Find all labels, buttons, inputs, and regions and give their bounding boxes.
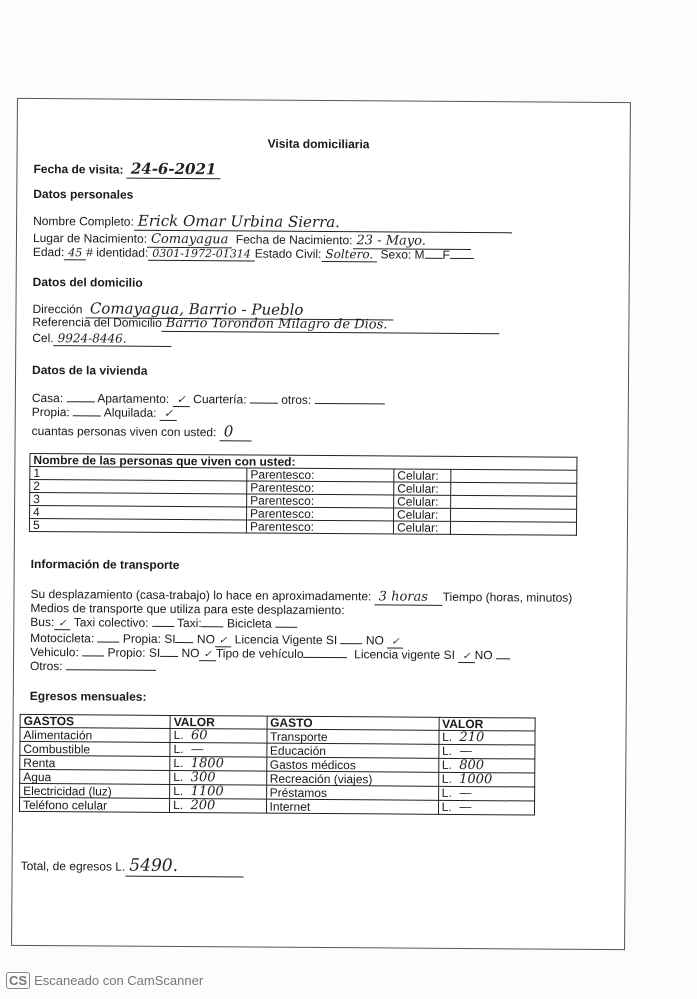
- visit-date: Fecha de visita: 24-6-2021: [33, 159, 220, 179]
- table-row: 1 Parentesco: Celular:: [30, 466, 577, 483]
- section-transport: Información de transporte: [30, 556, 180, 573]
- age-id-field: Edad: 45 # identidad: 0301-1972-01314 Estado Civil: Soltero. Sexo: M F: [33, 245, 474, 263]
- form-page: [11, 98, 631, 950]
- table-row: 4 Parentesco: Celular:: [30, 505, 577, 522]
- table-row: Renta L. 1800 Gastos médicos L. 800: [20, 755, 535, 773]
- address-field: Dirección Comayagua, Barrio - Pueblo: [32, 299, 393, 321]
- section-home: Datos del domicilio: [32, 274, 143, 290]
- name-field: Nombre Completo: Erick Omar Urbina Sierra.: [33, 211, 512, 233]
- moto-line: Motocicleta: Propia: SI NO ✓ Licencia Vigente SI NO ✓: [30, 631, 404, 649]
- page-title: Visita domiciliaria: [267, 136, 370, 152]
- ownership: Propia: Alquilada: ✓: [32, 405, 177, 421]
- table-row: 2 Parentesco: Celular:: [30, 479, 577, 496]
- section-expenses: Egresos mensuales:: [29, 688, 147, 704]
- table-row: Electricidad (luz) L. 1100 Préstamos L. —: [20, 783, 535, 801]
- commute-field: Su desplazamiento (casa-trabajo) lo hace en aproximadamente: 3 horas Tiempo (horas, minutos): [30, 586, 573, 605]
- section-dwelling: Datos de la vivienda: [32, 362, 148, 378]
- table-row: Alimentación L. 60 Transporte L. 210: [20, 727, 535, 745]
- table-row: 3 Parentesco: Celular:: [30, 492, 577, 509]
- table-row: Teléfono celular L. 200 Internet L. —: [19, 797, 534, 815]
- table-row: 5 Parentesco: Celular:: [29, 518, 576, 535]
- dwelling-type: Casa: Apartamento: ✓ Cuartería: otros:: [32, 391, 385, 408]
- total-field: Total, de egresos L. 5490.: [21, 855, 244, 878]
- table-row: Agua L. 300 Recreación (viajes) L. 1000: [20, 769, 535, 787]
- camscanner-logo: CS: [6, 972, 30, 989]
- means-label: Medios de transporte que utiliza para este desplazamiento:: [30, 600, 345, 618]
- people-count: cuantas personas viven con usted: 0: [32, 421, 252, 442]
- residents-header: Nombre de las personas que viven con usted:: [30, 453, 577, 470]
- vehicle-line: Vehiculo: Propio: SI NO ✓ Tipo de vehículo Licencia vigente SI ✓ NO: [30, 645, 510, 663]
- residents-table: [29, 453, 578, 536]
- birthplace-field: Lugar de Nacimiento: Comayagua Fecha de Nacimiento: 23 - Mayo.: [33, 231, 471, 250]
- cel-field: Cel. 9924-8446.: [32, 331, 171, 347]
- expenses-table: GASTOS VALOR GASTO VALOR Alimentación L. 60 Transporte L. 210 Combustible L. — Educación L. — Renta L. 1800 Gastos médicos L. 800 Agua L. 300 Recreación (viajes) L. 1000 Electricidad (luz) L. 1100 Préstamos L. — Teléfono celular L. 200 Internet L. —: [19, 714, 536, 816]
- table-row: Combustible L. — Educación L. —: [20, 741, 535, 759]
- section-personal: Datos personales: [33, 186, 134, 202]
- camscanner-watermark: CS Escaneado con CamScanner: [6, 972, 203, 989]
- bus-line: Bus: ✓ Taxi colectivo: Taxi: Bicicleta: [30, 615, 297, 632]
- reference-field: Referencia del Domicilio Barrio Torondon Milagro de Dios.: [32, 315, 499, 334]
- otros-line: Otros:: [30, 659, 156, 674]
